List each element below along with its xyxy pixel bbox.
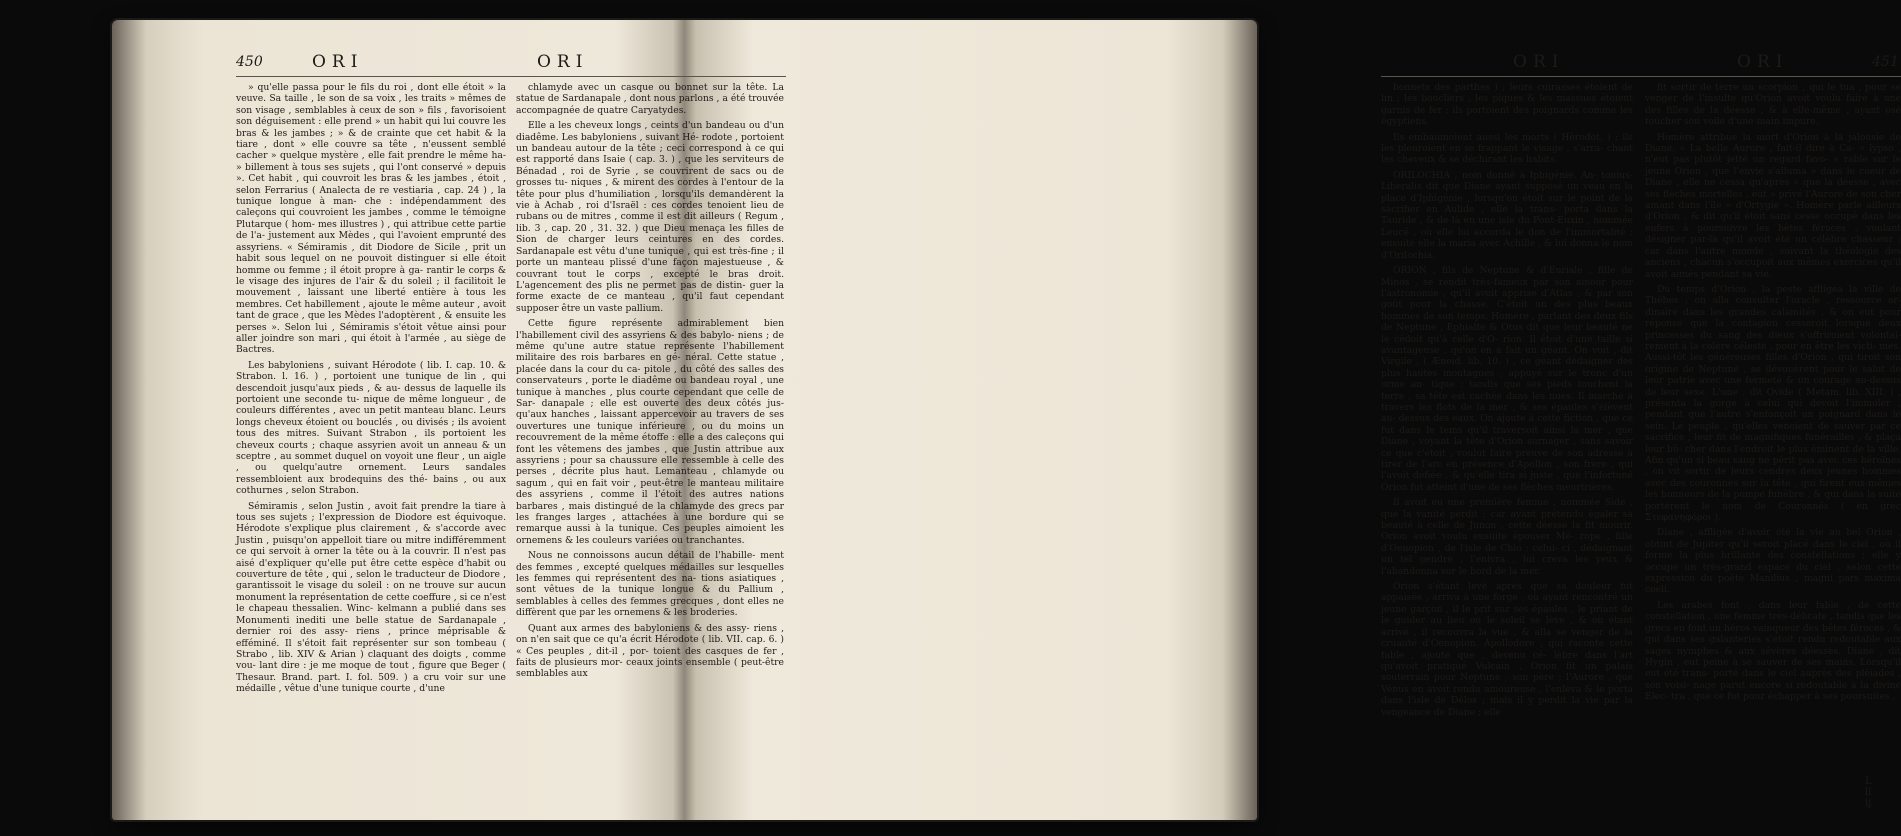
page-number-right: 451 xyxy=(1872,54,1899,70)
paragraph: Diane , affligée d'avoir ôté la vie au bel Orion , obtint de Jupiter qu'il seroit placé dans le ciel , où il forme la plus brillante des constellations ; elle y occupe un très-grand espace du ciel , selon cette expression du poëte Manilius , magni pars maxima coeli. xyxy=(1645,527,1901,596)
left-page xyxy=(112,0,784,800)
left-column-1 xyxy=(236,82,506,699)
paragraph: Nous ne connoissons aucun détail de l'habille- ment des femmes , excepté quelques médailles sur lesquelles les femmes qui représentent des na- tions asiatiques , sont vêtues de la tunique longue & du Pallium , semblables à celles des femmes grecques , dont elles ne diffèrent que par les ornemens & les broderies. xyxy=(516,550,784,619)
right-column-1 xyxy=(1381,82,1633,722)
paragraph: chlamyde avec un casque ou bonnet sur la tête. La statue de Sardanapale , dont nous parlons , a été trouvée accompagnée de quatre Caryatydes. xyxy=(516,82,784,116)
paragraph: » qu'elle passa pour le fils du roi , dont elle étoit » la veuve. Sa taille , le son de sa voix , les traits » mêmes de son visage , semblables à ceux de son » fils , favorisoient son déguisement : elle prend » un habit qui lui couvre les bras & les jambes ; » & de crainte que cet habit & la tiare , dont » elle couvre sa tête , n'eussent semblé cacher » quelque mystère , elle fait prendre le même ha- » billement à tous ses sujets , qui l'ont conservé » depuis ». Cet habit , qui couvroit les bras & les jambes , étoit , selon Ferrarius ( Analecta de re vestiaria , cap. 24 ) , la tunique longue à man- che : indépendamment des caleçons qui couvroient les jambes , comme le témoigne Plutarque ( hom- mes illustres ) , qui attribue cette partie de l'a- justement aux Mèdes , qui l'avoient emprunté des assyriens. « Sémiramis , dit Diodore de Sicile , prit un habit sous lequel on ne pouvoit distinguer si elle étoit homme ou femme ; il étoit propre à ga- rantir le corps & le visage des injures de l'air & du soleil ; il facilitoit le mouvement , laissant une liberté entière à tous les membres. Cet habillement , ajoute le même auteur , avoit tant de grace , que les Mèdes l'adoptèrent , & ensuite les perses ». Selon lui , Sémiramis s'étoit vêtue ainsi pour aller joindre son mari , qui étoit à l'armée , au siège de Bactres. xyxy=(236,82,506,356)
running-header-left-1: ORI xyxy=(312,52,364,72)
paragraph: Il avoit eu une première femme , nommée Side , que la vanité perdit ; car ayant prétendu égaler sa beauté à celle de Junon , cette déesse la fit mourir. Orion avoit voulu ensuite épouser Mé- rope , fille d'Oenopion , de l'isle de Chio : celui- ci , dédaignant un tel gendre , l'enivra , lui creva les yeux & l'abandonna sur le bord de la mer. xyxy=(1381,497,1633,577)
paragraph: Les babyloniens , suivant Hérodote ( lib. I. cap. 10. & Strabon. l. 16. ) , portoient une tunique de lin , qui descendoit jusqu'aux pieds , & au- dessus de laquelle ils portoient une seconde tu- nique de même longueur , de couleurs différentes , avec un petit manteau blanc. Leurs longs cheveux étoient ou bouclés , ou divisés ; ils avoient tous des mitres. Suivant Strabon , ils portoient les cheveux courts ; chaque assyrien avoit un anneau & un sceptre , au sommet duquel on voyoit une fleur , un aigle , ou quelqu'autre ornement. Leurs sandales ressembloient aux brodequins des thé- bains , ou aux cothurnes , selon Strabon. xyxy=(236,359,506,497)
paragraph: fit sortir de terre un scorpion , qui le tua , pour se venger de l'insulte qu'Orion avoit voulu faire à une des filles de la déesse , & à elle-même , ayant osé toucher son voile d'une main impure. xyxy=(1645,82,1901,128)
page-number-left: 450 xyxy=(236,54,263,70)
paragraph: Ils embaumoient aussi les morts ( Hérodot. ) ; ils les pleuroient en se frappant le visage , s'arra- chant les cheveux & se déchirant les habits. xyxy=(1381,131,1633,166)
right-page xyxy=(677,0,1901,809)
paragraph: Sémiramis , selon Justin , avoit fait prendre la tiare à tous ses sujets ; l'expression de Diodore est équivoque. Hérodote s'explique plus clairement , & s'accorde avec Justin , puisqu'on appelloit tiare ou mitre indifféremment ce qui servoit à orner la tête ou à la couvrir. Il n'est pas aisé d'expliquer qu'elle put être cette espèce d'habit ou couverture de tête , qui , selon le traducteur de Diodore , garantissoit le visage du soleil : on ne trouve sur aucun monument la représentation de cette coeffure , si ce n'est le chapeau thessalien. Winc- kelmann a publié dans ses Monumenti inediti une belle statue de Sardanapale , dernier roi des assy- riens , prince méprisable & efféminé. Il s'étoit fait représenter sur son tombeau ( Strabo , lib. XIV & Arian ) claquant des doigts , comme vou- lant dire : je me moque de tout , figure que Beger ( Thesaur. Brand. part. I. fol. 509. ) a cru voir sur une médaille , vêtue d'une tunique courte , d'une xyxy=(236,500,506,695)
running-header-right-2: ORI xyxy=(1737,52,1789,72)
paragraph: Elle a les cheveux longs , ceints d'un bandeau ou d'un diadême. Les babyloniens , suivant Hé- rodote , portoient un bandeau autour de la tête ; ceci correspond à ce qui est rapporté dans Isaie ( cap. 3. ) , que les serviteurs de Bénadad , roi de Syrie , se couvrirent de sacs ou de grosses tu- niques , & mirent des cordes à l'entour de la tête pour plus d'humiliation , lorsqu'ils demandèrent la vie à Achab , roi d'Israël : ces cordes tenoient lieu de rubans ou de mitres , comme il est dit ailleurs ( Regum , lib. 3 , cap. 20 , 31. 32. ) que Dieu menaça les filles de Sion de charger leurs ceintures en des cordes. Sardanapale est vêtu d'une tunique , qui est très-fine ; il porte un manteau plissé d'une façon majestueuse , & couvrant tout le corps , excepté le bras droit. L'agencement des plis ne permet pas de distin- guer la forme exacte de ce manteau , qu'il faut cependant supposer être un vaste pallium. xyxy=(516,120,784,314)
paragraph: ORILOCHIA , nom donné à Iphigénie. An- tonius-Liberalis dit que Diane ayant supposé un veau en la place d'Iphigénie , lorsqu'on étoit sur le point de la sacrifier en Aulide , elle la trans- porta dans la Tauride , & de-là en une isle du Pont-Euxin , nommée Leucé , où elle lui accorda le don de l'immortalité ; ensuite elle la maria avec Achille , & lui donna le nom d'Orilochia. xyxy=(1381,169,1633,261)
right-column-2 xyxy=(1645,82,1901,707)
header-rule-right xyxy=(1381,76,1901,77)
paragraph: bonnets des parthes ) ; leurs cuirasses étoient de lin ; les boucliers , les piques & les massues étoient garnis de fer : ils portoient des poignards comme les égyptiens. xyxy=(1381,82,1633,128)
paragraph: Du temps d'Orion , la peste affligea la ville de Thèbes ; on alla consulter l'oracle , ressource or- dinaire dans les grandes calamités , & on eut pour réponse que la contagion cesseroit lorsque deux princesses du sang des dieux s'offriroient volontai- rement à la colère céleste , pour en être les victi- mes. Aussi-tôt les généreuses filles d'Orion , qui tiroit son origine de Neptune , se dévouèrent pour le salut de leur patrie avec une fermeté & un courage au-dessus de leur sexe. L'une , dit Ovide ( Metam. lib. XIII. ) , présenta la gorge à celui qui devoit l'immoler , pendant que l'autre s'enfonçoit un poignard dans le sein. Le peuple , qu'elles venoient de sauver par ce sacrifice , leur fit de magnifiques funérailles , & plaça leur bû- cher dans l'endroit le plus éminent de la ville. Afin qu'un si beau sang ne périt pas avec ces héroïnes , on vit sortir de leurs cendres deux jeunes hommes avec des couronnes sur la tête , qui firent eux-mêmes les honneurs de la pompe funèbre , & qui dans la suite portèrent le nom de Couronnés ( en grec Στεφανηφόροι ). xyxy=(1645,283,1901,524)
paragraph: Cette figure représente admirablement bien l'habillement civil des assyriens & des babylo- niens ; de même qu'une autre statue représente l'habillement militaire des rois barbares en gé- néral. Cette statue , placée dans la cour du ca- pitole , du côté des salles des conservateurs , porte le diadême ou bandeau royal , une tunique à manches , plus courte cependant que celle de Sar- danapale ; elle est ouverte des deux côtés jus- qu'aux hanches , laissant appercevoir au travers de ses ouvertures une tunique inférieure , ou du moins un recouvrement de la même étoffe : elle a des caleçons qui font les vêtemens des jambes , que Justin attribue aux assyriens ; pour sa chaussure elle ressemble à celle des perses , décrite plus haut. Lemanteau , chlamyde ou sagum , qui en fait voir , peut-être le manteau militaire des assyriens , comme il l'étoit des autres nations barbares , mais distingué de la chlamyde des grecs par les franges larges , attachées à une bordure qui se remarque aussi à la tunique. Ces peuples aimoient les ornemens & les couleurs variées ou tranchantes. xyxy=(516,318,784,546)
paragraph: Quant aux armes des babyloniens & des assy- riens , on n'en sait que ce qu'a écrit Hérodote ( lib. VII. cap. 6. ) « Ces peuples , dit-il , por- toient des casques de fer , faits de plusieurs mor- ceaux joints ensemble ( peut-être semblables aux xyxy=(516,622,784,680)
paragraph: ORION , fils de Neptune & d'Euriale , fille de Minos , se rendit très-fameux par son amour pour l'astronomie , qu'il avoit apprise d'Atlas , & par son goût pour la chasse. C'étoit un des plus beaux hommes de son temps. Homère , parlant des deux fils de Neptune , Ephialte & Otus dit que leur beauté ne le cédoit qu'à celle d'O- rion. Il étoit d'une taille si avantageuse , qu'on en a fait un géant. On voit , dit Virgile , ( Æneid. lib. 10. ) , ce géant dédaigner des plus hautes montagnes , appuyé sur le tronc d'un orme an- tique ; tandis que ses pieds touchent la terre , sa tête est cachée dans les nues. Il marche à travers les flots de la mer , & ses épaules s'élèvent au- dessus des eaux. On ajoute à cette fiction , que ce fut dans le tems qu'il traversoit ainsi la mer , que Diane , voyant la tête d'Orion surnager , sans savoir ce que c'étoit , voulut faire preuve de son adresse à tirer de l'arc en présence d'Apollon , son frère , qui l'avoit défiée , & qu'elle tira si juste , que l'infortuné Orion fut atteint d'une de ses flèches meurtrières. xyxy=(1381,265,1633,493)
paragraph: Les arabes font , dans leur fable , de cette constellation , une femme très-délicate , tandis que les grecs en font un héros vainqueur des bêtes féroces , & qui dans ses galanteries s'étoit rendu redoutable aux sages nymphes & aux sévères déesses. Diane , dit Hygin , eut peine à se sauver de ses mains. Lorsqu'il eut été trans- porté dans le ciel auprès des pléiades , son voisi- nage parut encore si redoutable à la divine Elec- tra , que ce fut pour échapper à ses poursuites , xyxy=(1645,599,1901,703)
signature-mark: L ll ij xyxy=(1865,776,1872,809)
paragraph: Homère attribue la mort d'Orion à la jalousie de Diane. « La belle Aurore , fait-il dire à Ca- » lypso , n'eut pas plutôt jetté un regard favo- » rable sur le jeune Orion , que l'envie s'alluma » dans le coeur de Diane , elle ne cessa qu'après » que la déesse , avec ses flèches mortelles , eut » privé l'Aurore de son cher amant dans l'île » d'Ortygie ». Homère parle ailleurs d'Orion , & dit qu'il étoit sans cesse occupé dans les enfers à poursuivre les bêtes féroces , voulant désigner par-là qu'il avoit été un célèbre chasseur ; car dans l'autre monde , suivant la théologie des anciens , chacun s'occupoit aux mêmes exercices qu'il avoit aimés pendant sa vie. xyxy=(1645,131,1901,280)
running-header-left-2: ORI xyxy=(537,52,589,72)
paragraph: Orion s'étant levé après que sa douleur fut appaisée , arriva à une forge , où ayant rencontré un jeune garçon , il le prit sur ses épaules , le priant de le guider au lieu où le soleil se lève , & où étant arrivé , il recouvra la vue , & alla se venger de la cruauté d'Oenopion. Apollodore , qui raconte cette fable , ajoute que , devenu cé- lèbre dans l'art qu'avoit pratiqué Vulcain , Orion fit un palais souterrain pour Neptune , son père ; l'Aurore , que Vénus en avoit rendu amoureuse , l'enleva & le porta dans l'isle de Délos ; mais il y perdit la vie par la vengeance de Diane ; elle xyxy=(1381,581,1633,718)
running-header-right-1: ORI xyxy=(1513,52,1565,72)
